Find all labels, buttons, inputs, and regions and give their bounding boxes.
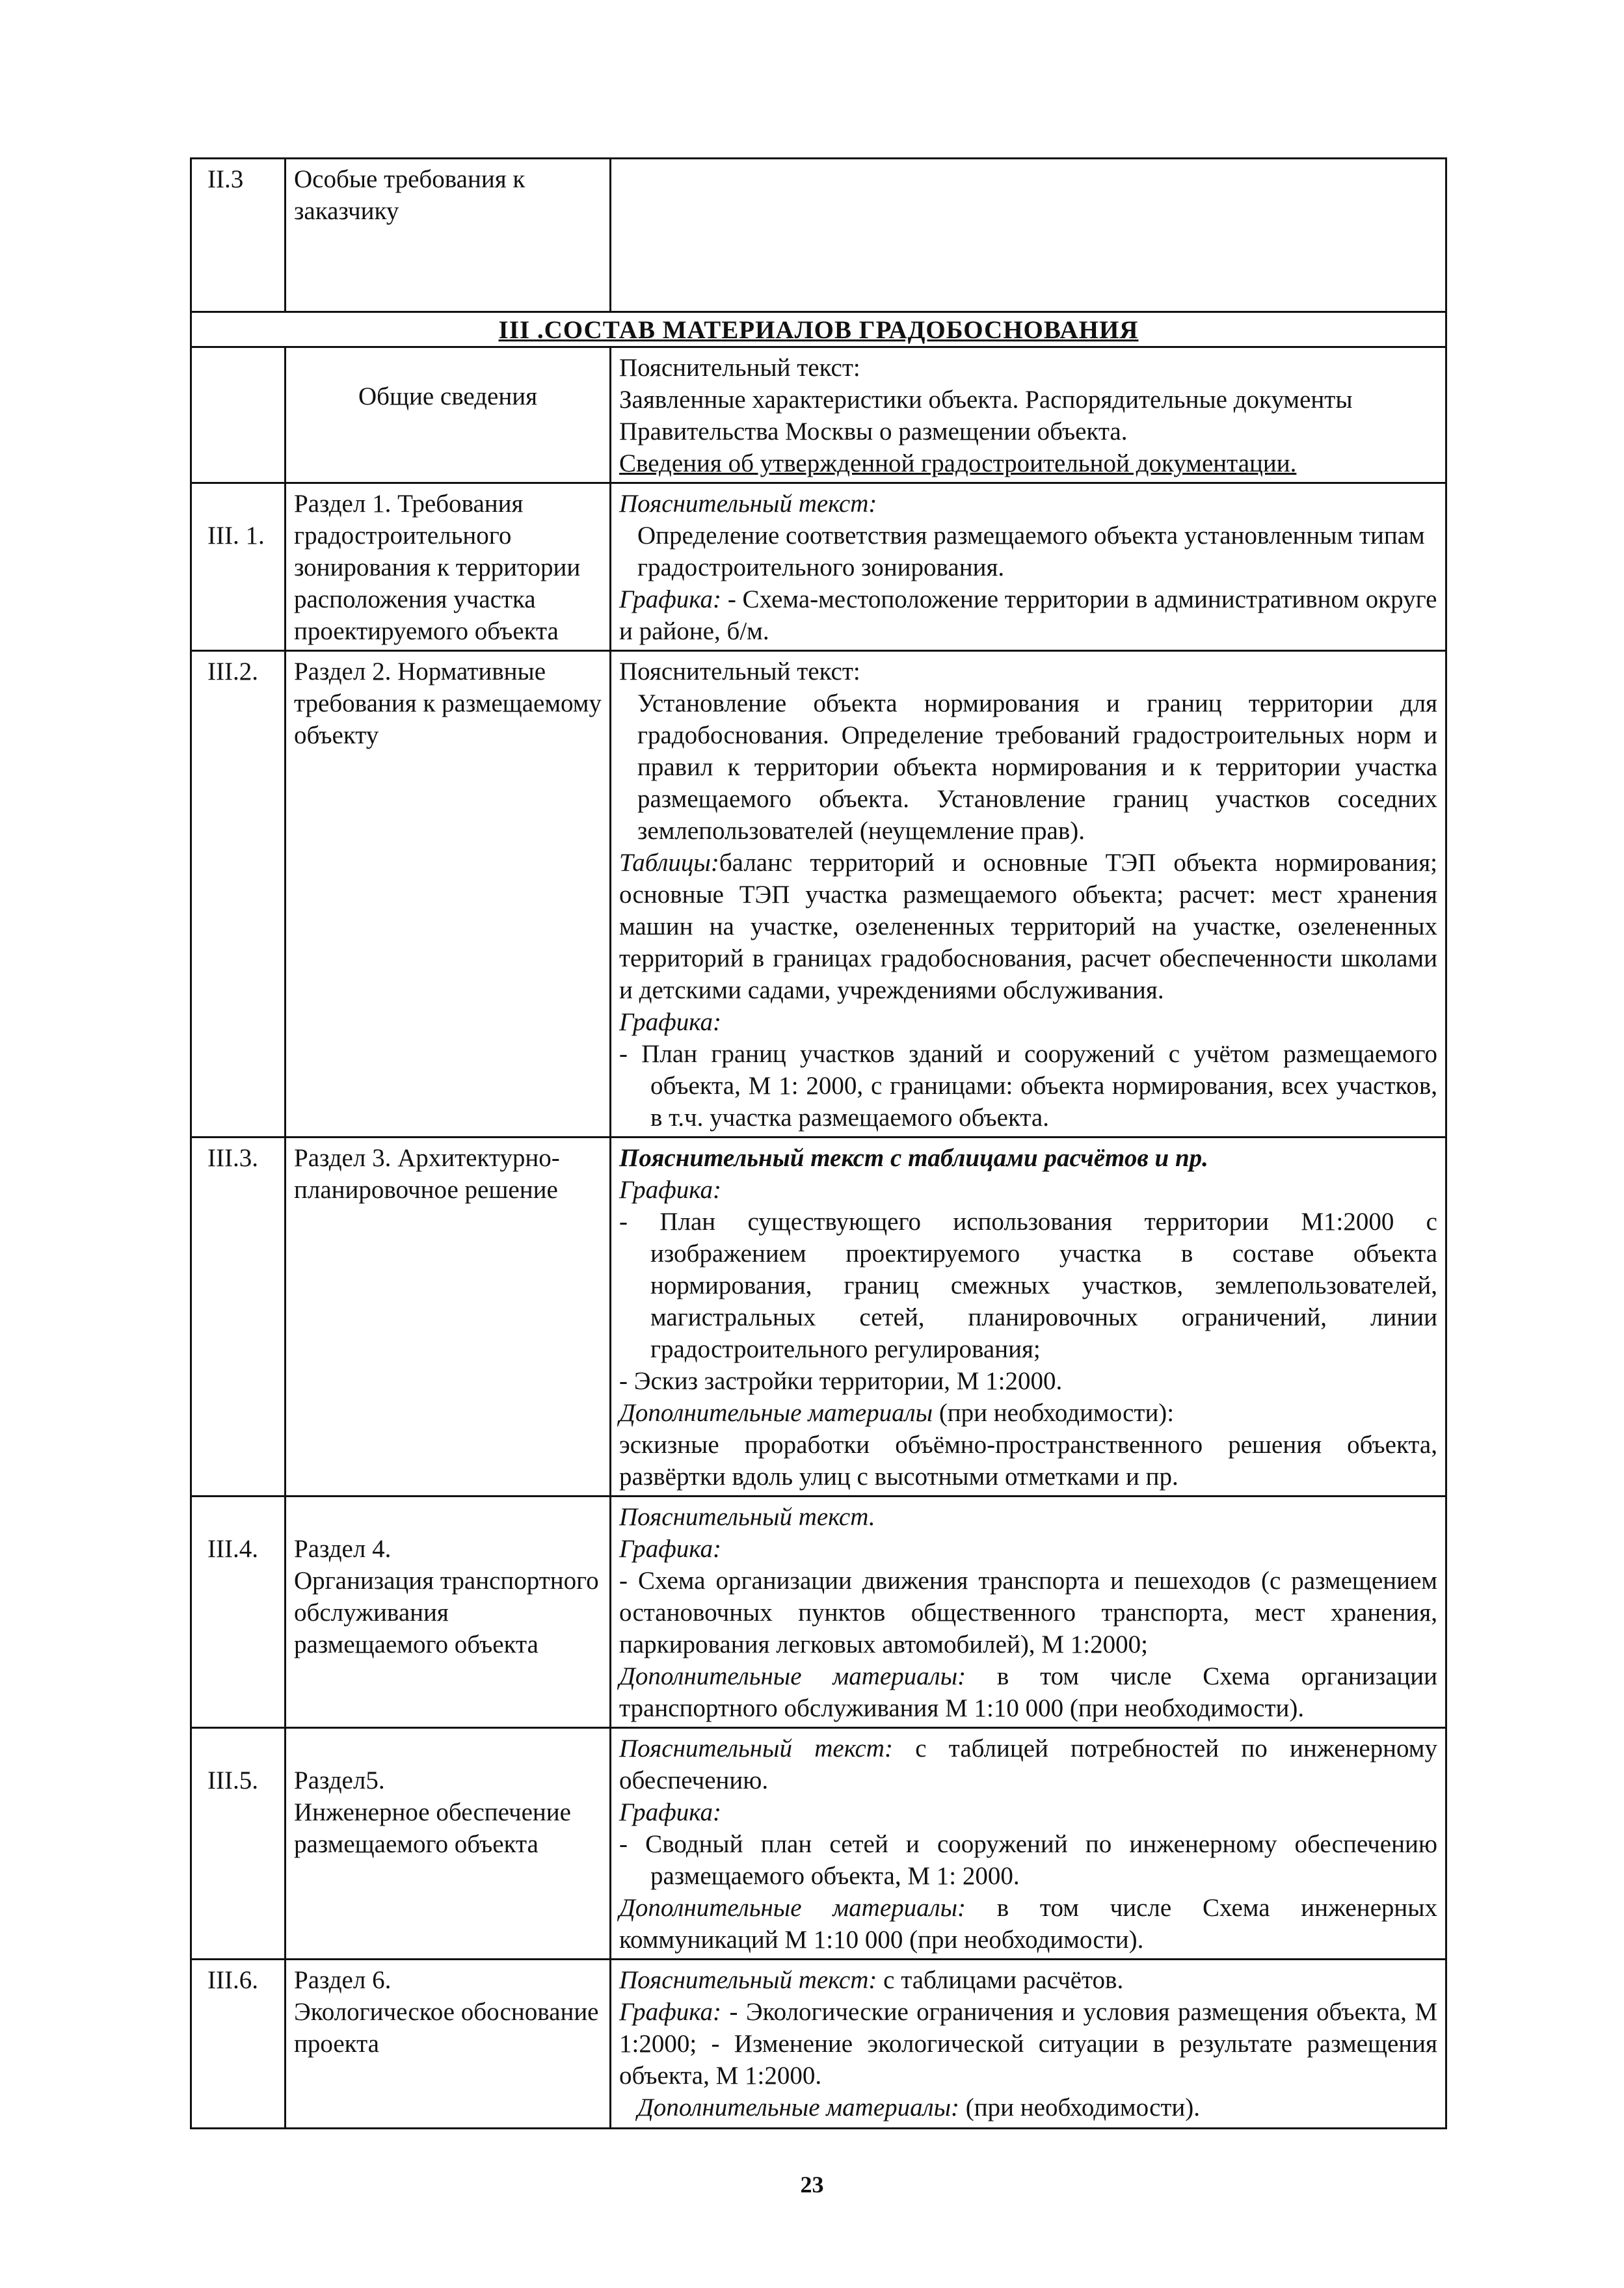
row-content <box>611 1728 1446 1960</box>
row-title: Особые требования к заказчику <box>286 159 611 312</box>
explanatory-text-label: Пояснительный текст: <box>619 490 877 518</box>
row-number <box>191 1728 286 1960</box>
row-number-text: III.5. <box>207 1766 258 1794</box>
row-content <box>611 651 1446 1137</box>
explanatory-text-label: Пояснительный текст: <box>619 1966 877 1994</box>
content-paragraph: в том числе Схема инженерных коммуникаций М 1:10 000 (при необходимости). <box>619 1894 1437 1954</box>
row-number <box>191 347 286 483</box>
content-paragraph: эскизные проработки объёмно-пространственного решения объекта, развёртки вдоль улиц с высотными отметками и пр. <box>619 1431 1437 1491</box>
additional-materials-label: Дополнительные материалы: <box>619 1662 966 1690</box>
section-heading-row <box>191 312 1446 347</box>
table-row <box>191 1728 1446 1960</box>
row-title-text: Организация транспортного обслуживания размещаемого объекта <box>294 1567 599 1658</box>
graphics-label: Графика: <box>619 585 722 613</box>
table-row <box>191 1497 1446 1728</box>
explanatory-text-label: Пояснительный текст с таблицами расчётов и пр. <box>619 1144 1208 1172</box>
table-row <box>191 159 1446 312</box>
row-content <box>611 347 1446 483</box>
explanatory-text-label: Пояснительный текст: <box>619 1735 893 1763</box>
row-title-text: Экологическое обоснование проекта <box>294 1998 599 2058</box>
graphics-label: Графика: <box>619 1798 722 1826</box>
row-content <box>611 159 1446 312</box>
table-row <box>191 651 1446 1137</box>
content-paragraph: баланс территорий и основные ТЭП объекта нормирования; основные ТЭП участка размещаемого объекта; расчет: мест хранения машин на участке, озелененных территорий на участке, озелененных территорий в границах градобоснования, расчет обеспеченности школами и детскими садами, учреждениями обслуживания. <box>619 849 1437 1004</box>
row-title: Раздел 3. Архитектурно-планировочное решение <box>286 1137 611 1497</box>
additional-materials-label: Дополнительные материалы: <box>637 2094 960 2122</box>
row-number-text: III.4. <box>207 1535 258 1563</box>
content-paragraph: в том числе Схема организации транспортного обслуживания М 1:10 000 (при необходимости). <box>619 1662 1437 1722</box>
row-title-section: Раздел5. <box>294 1766 385 1794</box>
content-list-item: - Эскиз застройки территории, М 1:2000. <box>619 1367 1063 1395</box>
content-paragraph: с таблицами расчётов. <box>877 1966 1124 1994</box>
table-row <box>191 1960 1446 2129</box>
content-paragraph: Заявленные характеристики объекта. Распорядительные документы Правительства Москвы о размещении объекта. <box>619 386 1353 446</box>
row-number: III.3. <box>191 1137 286 1497</box>
row-number: III.2. <box>191 651 286 1137</box>
row-content <box>611 483 1446 651</box>
row-number: II.3 <box>191 159 286 312</box>
graphics-label: Графика: <box>619 1535 722 1563</box>
row-number <box>191 1497 286 1728</box>
content-list-item: - План границ участков зданий и сооружений с учётом размещаемого объекта, М 1: 2000, с границами: объекта нормирования, всех участков, в т.ч. участка размещаемого объекта. <box>619 1040 1437 1132</box>
content-paragraph: Сведения об утвержденной градостроительной документации. <box>619 449 1297 477</box>
table-row <box>191 347 1446 483</box>
row-title <box>286 1728 611 1960</box>
content-paragraph: (при необходимости). <box>959 2094 1201 2122</box>
content-list-item: - Сводный план сетей и сооружений по инженерному обеспечению размещаемого объекта, М 1: 2000. <box>619 1830 1437 1890</box>
page-number: 23 <box>800 2172 824 2198</box>
graphics-label: Графика: <box>619 1008 722 1036</box>
row-title <box>286 347 611 483</box>
additional-materials-label: Дополнительные материалы: <box>619 1894 966 1922</box>
tables-label: Таблицы: <box>619 849 719 877</box>
row-title-section: Раздел 6. <box>294 1966 392 1994</box>
section-heading: III .СОСТАВ МАТЕРИАЛОВ ГРАДОБОСНОВАНИЯ <box>191 312 1446 347</box>
table-row <box>191 483 1446 651</box>
row-title-text: Общие сведения <box>358 382 538 410</box>
content-list-item: - План существующего использования территории М1:2000 с изображением проектируемого участка в составе объекта нормирования, границ смежных участков, землепользователей, магистральных сетей, планировочных ограничений, линии градостроительного регулирования; <box>619 1208 1437 1363</box>
table-row <box>191 1137 1446 1497</box>
explanatory-text-label: Пояснительный текст: <box>619 354 860 382</box>
additional-materials-label: Дополнительные материалы <box>619 1399 933 1427</box>
row-number-text: III. 1. <box>207 522 265 550</box>
explanatory-text-label: Пояснительный текст: <box>619 658 860 685</box>
content-paragraph: Установление объекта нормирования и границ территории для градобоснования. Определение требований градостроительных норм и правил к территории объекта нормирования и к территории участка размещаемого объекта. Установление границ участков соседних землепользователей (неущемление прав). <box>637 689 1437 845</box>
content-paragraph: - Экологические ограничения и условия размещения объекта, М 1:2000; - Изменение экологической ситуации в результате размещения объекта, М 1:2000. <box>619 1998 1437 2090</box>
row-content <box>611 1960 1446 2129</box>
content-paragraph: с таблицей потребностей по инженерному обеспечению. <box>619 1735 1437 1794</box>
content-paragraph: Определение соответствия размещаемого объекта установленным типам градостроительного зонирования. <box>637 522 1425 581</box>
requirements-table <box>190 157 1447 2129</box>
row-title-text: Инженерное обеспечение размещаемого объекта <box>294 1798 571 1858</box>
row-title <box>286 1960 611 2129</box>
row-number <box>191 483 286 651</box>
row-content <box>611 1497 1446 1728</box>
row-title-section: Раздел 4. <box>294 1535 392 1563</box>
content-paragraph: (при необходимости): <box>933 1399 1175 1427</box>
graphics-label: Графика: <box>619 1998 722 2026</box>
row-content <box>611 1137 1446 1497</box>
row-title: Раздел 1. Требования градостроительного зонирования к территории расположения участка проектируемого объекта <box>286 483 611 651</box>
row-title: Раздел 2. Нормативные требования к размещаемому объекту <box>286 651 611 1137</box>
row-number: III.6. <box>191 1960 286 2129</box>
content-list-item: - Схема организации движения транспорта и пешеходов (с размещением остановочных пунктов общественного транспорта, мест хранения, паркирования легковых автомобилей), М 1:2000; <box>619 1567 1437 1658</box>
explanatory-text-label: Пояснительный текст. <box>619 1503 875 1531</box>
row-title <box>286 1497 611 1728</box>
graphics-label: Графика: <box>619 1176 722 1204</box>
content-paragraph: - Схема-местоположение территории в административном округе и районе, б/м. <box>619 585 1437 645</box>
